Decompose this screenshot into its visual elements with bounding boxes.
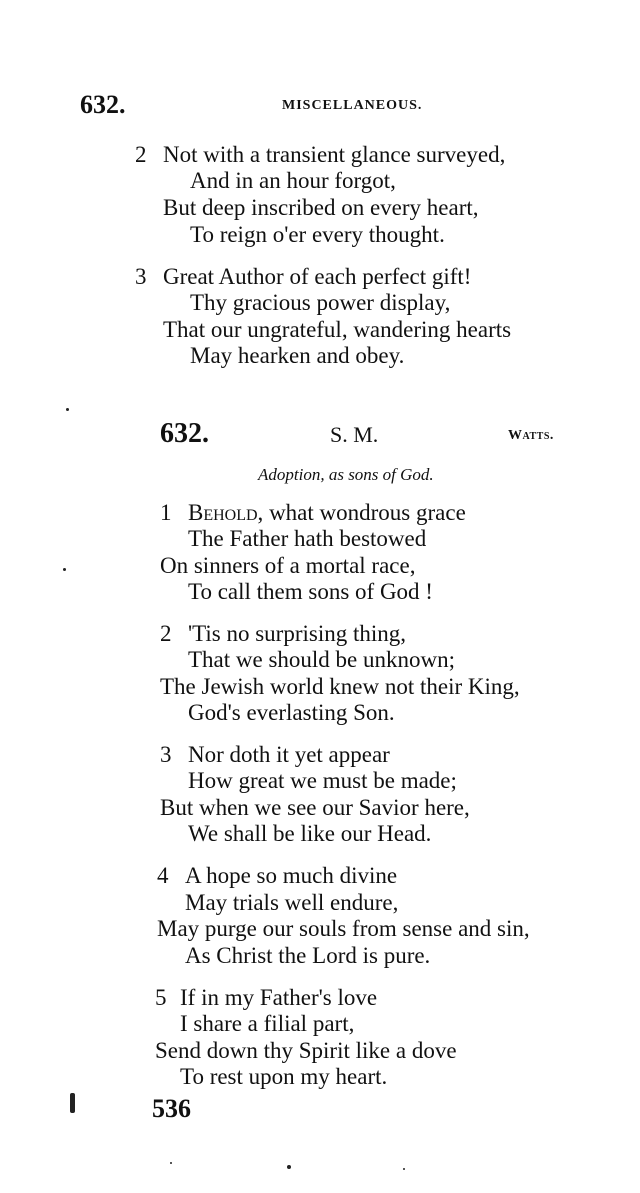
page-number: 632. <box>80 90 126 119</box>
stanza-line: On sinners of a mortal race, <box>160 553 416 578</box>
stanza-line: But when we see our Savior here, <box>160 795 470 820</box>
running-head <box>0 90 640 120</box>
stanza-number: 1 <box>160 500 172 525</box>
stanza-line: And in an hour forgot, <box>190 168 396 193</box>
stanza-line: How great we must be made; <box>188 768 457 793</box>
scan-speck <box>63 568 66 571</box>
stanza-number: 2 <box>135 142 147 167</box>
stanza-line: May purge our souls from sense and sin, <box>157 916 530 941</box>
stanza-number: 2 <box>160 621 172 646</box>
stanza-line: The Jewish world knew not their King, <box>160 674 520 699</box>
stanza-line: If in my Father's love <box>180 985 378 1010</box>
hymn-number: 632. <box>160 418 209 449</box>
hymn-meter: S. M. <box>330 422 379 447</box>
stanza-line-rest: what wondrous grace <box>263 500 466 525</box>
stanza-line: We shall be like our Head. <box>188 821 432 846</box>
hymn-author: Watts. <box>508 428 554 443</box>
stanza-line: To rest upon my heart. <box>180 1064 388 1089</box>
stanza-line: But deep inscribed on every heart, <box>163 195 479 220</box>
stanza-line: That our ungrateful, wandering hearts <box>163 317 512 342</box>
stanza-number: 4 <box>157 863 169 888</box>
scan-speck <box>66 408 69 411</box>
hymn-subtitle: Adoption, as sons of God. <box>258 465 434 484</box>
hymn-heading <box>0 418 640 454</box>
stanza-line: God's everlasting Son. <box>188 700 395 725</box>
stanza-line: To reign o'er every thought. <box>190 222 445 247</box>
stanza-line: May hearken and obey. <box>190 343 405 368</box>
scan-speck <box>287 1165 291 1169</box>
stanza-number: 3 <box>135 264 147 289</box>
stanza-first-word: Behold, <box>188 500 264 525</box>
stanza-line: As Christ the Lord is pure. <box>185 943 431 968</box>
stanza-line: I share a filial part, <box>180 1011 355 1036</box>
stanza-number: 5 <box>155 985 167 1010</box>
stanza-line: A hope so much divine <box>185 863 398 888</box>
stanza-number: 3 <box>160 742 172 767</box>
scan-speck <box>403 1168 405 1170</box>
stanza-line: Thy gracious power display, <box>190 290 451 315</box>
stanza-line: Great Author of each perfect gift! <box>163 264 472 289</box>
scan-speck <box>170 1162 172 1164</box>
stanza-line: That we should be unknown; <box>188 647 456 672</box>
section-title: MISCELLANEOUS. <box>282 98 423 113</box>
stanza-line: To call them sons of God ! <box>188 579 433 604</box>
stanza-line: The Father hath bestowed <box>188 526 427 551</box>
scan-speck <box>70 1093 75 1113</box>
stanza-line: 'Tis no surprising thing, <box>188 621 407 646</box>
stanza-line: Send down thy Spirit like a dove <box>155 1038 457 1063</box>
stanza-line: May trials well endure, <box>185 890 399 915</box>
stanza-line: Not with a transient glance surveyed, <box>163 142 506 167</box>
stanza-line: Nor doth it yet appear <box>188 742 390 767</box>
stanza-line <box>188 500 466 526</box>
signature-mark: 536 <box>152 1094 191 1123</box>
